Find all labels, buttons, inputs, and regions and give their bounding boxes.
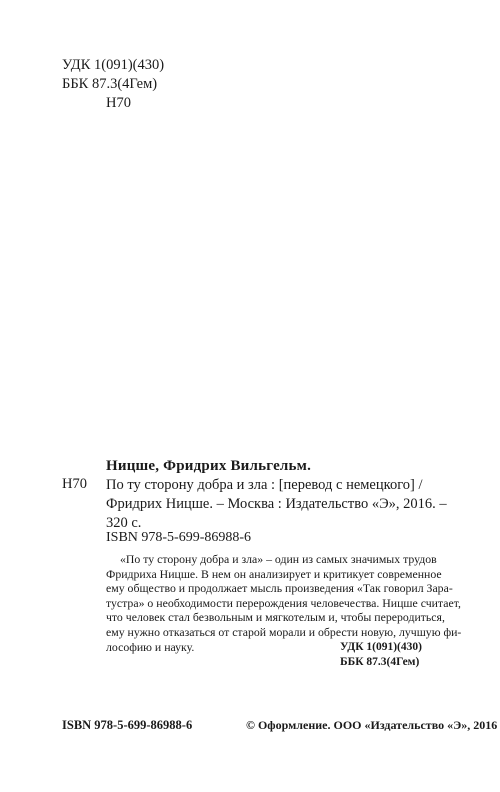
annotation-line: Фридриха Ницше. В нем он анализирует и критикует современное (106, 566, 442, 581)
isbn-record: ISBN 978-5-699-86988-6 (106, 530, 252, 545)
annotation-line: ему нужно отказаться от старой морали и обрести новую, лучшую фи- (106, 624, 462, 639)
description-line: Фридрих Ницше. – Москва : Издательство «Э», 2016. – (106, 496, 447, 512)
bbk-code: ББК 87.3(4Гем) (62, 76, 158, 92)
footer-copyright: © Оформление. ООО «Издательство «Э», 2016 (246, 718, 498, 732)
annotation-line: ему общество и продолжает мысль произведения «Так говорил Зара- (106, 581, 453, 596)
author-heading: Ницше, Фридрих Вильгельм. (106, 458, 312, 474)
author-mark: Н70 (106, 95, 131, 111)
classification-codes-top (62, 56, 164, 113)
bibliographic-description (106, 476, 466, 533)
classification-codes-bottom (340, 640, 460, 670)
annotation-line: что человек стал безвольным и мягкотелым и, чтобы переродиться, (106, 610, 445, 625)
annotation (106, 552, 466, 654)
annotation-line: тустра» о необходимости перерождения человечества. Ницше считает, (106, 595, 461, 610)
annotation-line: «По ту сторону добра и зла» – один из самых значимых трудов (120, 552, 437, 566)
annotation-line: лософию и науку. (106, 639, 195, 654)
description-line: 320 с. (106, 515, 142, 531)
footer-isbn: ISBN 978-5-699-86988-6 (62, 718, 193, 732)
author-mark-left: Н70 (62, 476, 87, 492)
udk-code: УДК 1(091)(430) (62, 57, 165, 73)
udk-code-right: УДК 1(091)(430) (340, 641, 422, 653)
description-line: По ту сторону добра и зла : [перевод с немецкого] / (106, 477, 423, 493)
bbk-code-right: ББК 87.3(4Гем) (340, 656, 420, 668)
